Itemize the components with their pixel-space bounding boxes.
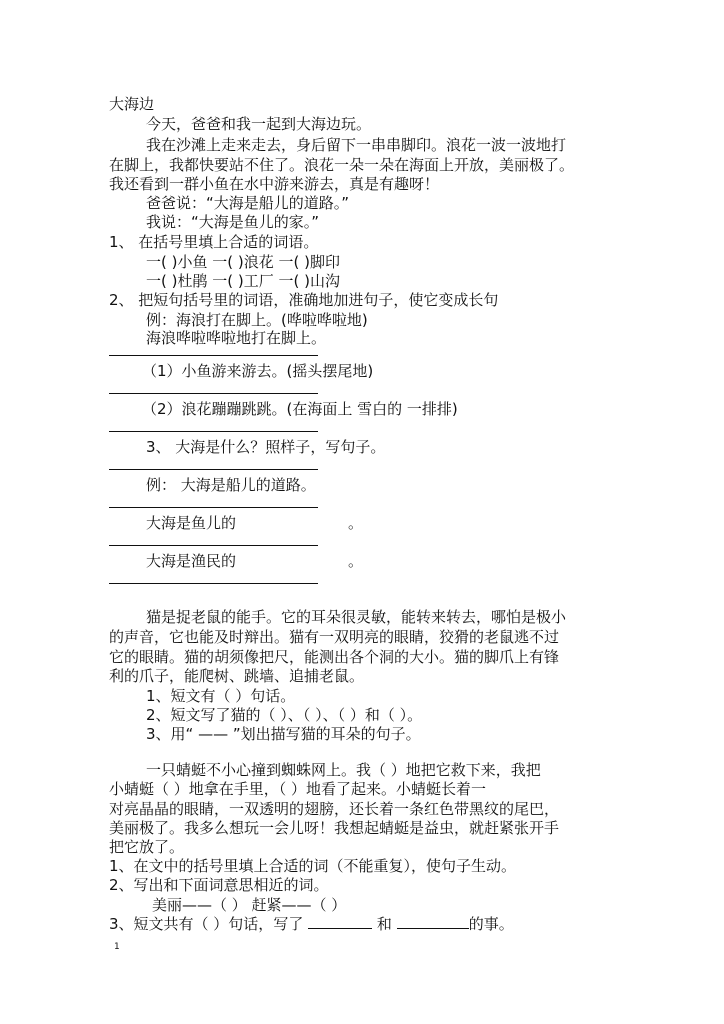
answer-line	[109, 469, 318, 470]
answer-line	[109, 583, 318, 584]
passage2-question2: 2、短文写了猫的（ ）、（ ）、（ ）和（ ）。	[146, 706, 423, 724]
passage3-question3: 3、短文共有（ ）句话，写了 和 的事。	[109, 915, 514, 933]
passage1-question1: 1、 在括号里填上合适的词语。	[109, 233, 319, 251]
answer-blank	[308, 914, 372, 929]
passage3-question2: 2、写出和下面词意思相近的词。	[109, 876, 329, 894]
answer-blank	[397, 914, 469, 929]
passage1-title: 大海边	[109, 95, 155, 113]
passage1-question2-item1: （1）小鱼游来游去。(摇头摆尾地)	[142, 362, 374, 380]
passage1-question3-fill-a: 大海是鱼儿的 。	[146, 514, 364, 532]
answer-line	[109, 431, 318, 432]
page-number: 1	[114, 942, 120, 952]
answer-line	[109, 355, 318, 356]
passage2-line4: 利的爪子，能爬树、跳墙、追捕老鼠。	[109, 667, 365, 685]
answer-line	[109, 507, 318, 508]
passage1-para2-line3: 我还看到一群小鱼在水中游来游去，真是有趣呀！	[109, 175, 440, 193]
passage2-line1: 猫是捉老鼠的能手。它的耳朵很灵敏，能转来转去，哪怕是极小	[146, 608, 567, 626]
passage1-question3: 3、 大海是什么？照样子，写句子。	[146, 438, 386, 456]
passage3-question1: 1、在文中的括号里填上合适的词（不能重复），使句子生动。	[109, 857, 517, 875]
passage1-question2-item2: （2）浪花蹦蹦跳跳。(在海面上 雪白的 一排排)	[142, 400, 458, 418]
passage1-i-say: 我说：“大海是鱼儿的家。”	[146, 213, 320, 231]
passage3-question2-words: 美丽——（ ） 赶紧——（ ）	[152, 896, 347, 914]
passage1-question3-example: 例： 大海是船儿的道路。	[146, 476, 316, 494]
passage2-question3: 3、用“ —— ”划出描写猫的耳朵的句子。	[146, 725, 421, 743]
passage1-question2: 2、 把短句括号里的词语，准确地加进句子，使它变成长句	[109, 291, 499, 309]
passage1-para2-line2: 在脚上，我都快要站不住了。浪花一朵一朵在海面上开放，美丽极了。	[109, 156, 575, 174]
passage1-question3-fill-b: 大海是渔民的 。	[146, 552, 364, 570]
passage2-line2: 的声音，它也能及时辩出。猫有一双明亮的眼睛，狡猾的老鼠逃不过	[109, 628, 560, 646]
passage3-line5: 把它放了。	[109, 838, 185, 856]
passage3-line3: 对亮晶晶的眼睛，一双透明的翅膀，还长着一条红色带黑纹的尾巴，	[109, 800, 560, 818]
passage2-question1: 1、短文有（ ）句话。	[146, 687, 296, 705]
passage1-question2-example-answer: 海浪哗啦哗啦地打在脚上。	[146, 329, 327, 347]
answer-line	[109, 545, 318, 546]
passage3-line4: 美丽极了。我多么想玩一会儿呀！我想起蜻蜓是益虫，就赶紧张开手	[109, 819, 560, 837]
answer-line	[109, 393, 318, 394]
passage3-line1: 一只蜻蜓不小心撞到蜘蛛网上。我（ ）地把它救下来，我把	[146, 761, 541, 779]
passage3-line2: 小蜻蜓（ ）地拿在手里，（ ）地看了起来。小蜻蜓长着一	[109, 780, 487, 798]
passage1-question2-example: 例：海浪打在脚上。(哗啦哗啦地)	[146, 311, 368, 329]
passage1-dad-says: 爸爸说：“大海是船儿的道路。”	[146, 194, 350, 212]
passage2-line3: 它的眼睛。猫的胡须像把尺，能测出各个洞的大小。猫的脚爪上有锋	[109, 648, 560, 666]
passage1-para2-line1: 我在沙滩上走来走去，身后留下一串串脚印。浪花一波一波地打	[146, 136, 567, 154]
passage1-para1: 今天，爸爸和我一起到大海边玩。	[146, 115, 372, 133]
passage1-question1-row1: 一( )小鱼 一( )浪花 一( )脚印	[146, 253, 340, 271]
passage1-question1-row2: 一( )杜鹃 一( )工厂 一( )山沟	[146, 272, 340, 290]
